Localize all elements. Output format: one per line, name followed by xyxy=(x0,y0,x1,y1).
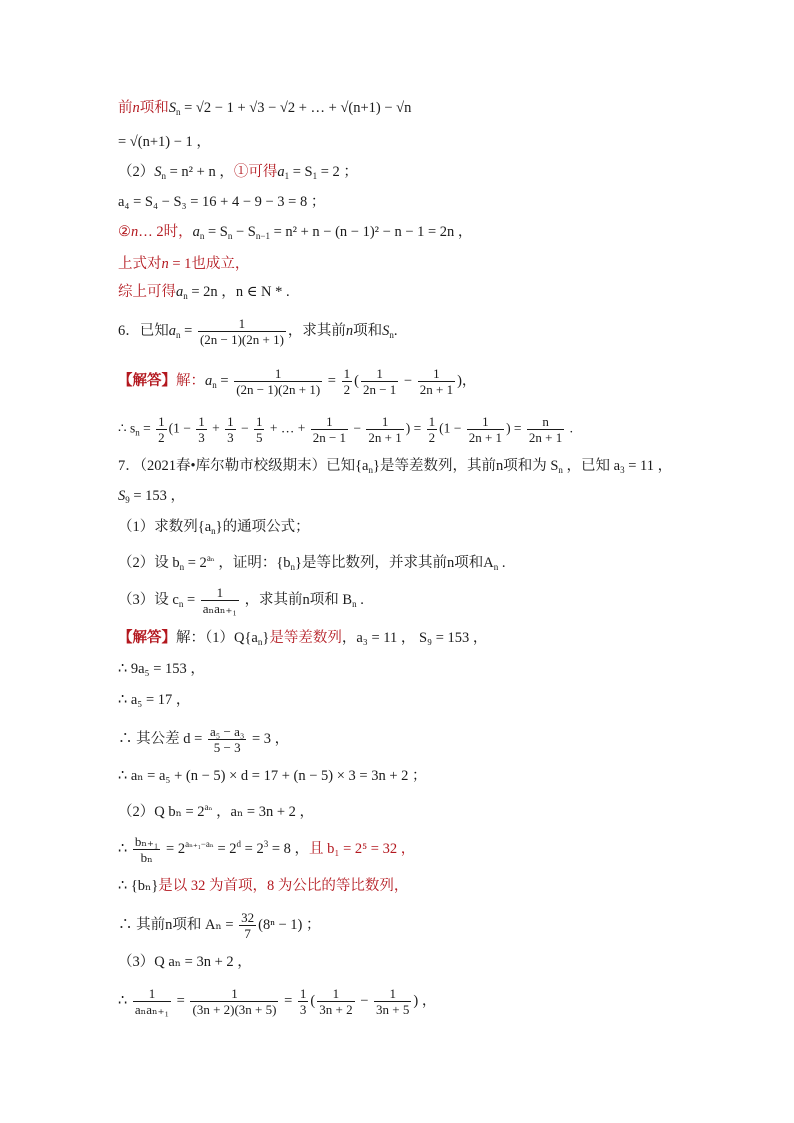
text: = xyxy=(324,372,340,389)
answer-7-line9 xyxy=(118,910,320,941)
numerator: 1 xyxy=(190,986,278,1002)
text: 解：（1）Q{a xyxy=(176,630,258,646)
fraction xyxy=(427,414,438,445)
a4-line xyxy=(118,192,325,212)
answer-7-line6 xyxy=(118,797,314,822)
var: n xyxy=(131,224,139,240)
fraction xyxy=(254,414,265,445)
numerator: a₅ − a₃ xyxy=(209,724,245,739)
text: ∴ xyxy=(118,992,131,1009)
var: S xyxy=(154,164,162,180)
text: ∴ 其公差 d = xyxy=(118,730,206,747)
fraction xyxy=(298,986,309,1017)
fraction xyxy=(201,585,239,616)
numerator: 1 xyxy=(234,366,322,382)
answer-7-line7 xyxy=(118,834,415,865)
red-text: ①可得 xyxy=(233,164,278,180)
text: 上式对 xyxy=(118,256,162,272)
sub: n xyxy=(389,329,394,340)
question-7-part1 xyxy=(118,517,310,541)
text: − xyxy=(400,372,416,389)
expr: = 2n ， xyxy=(187,284,236,300)
text: + xyxy=(208,420,224,436)
fraction xyxy=(342,366,353,397)
sup: 3 xyxy=(263,839,269,849)
denominator: 5 − 3 xyxy=(213,740,241,755)
text: ( xyxy=(354,372,359,389)
fraction xyxy=(311,414,348,445)
answer-7-line2 xyxy=(118,659,205,679)
fraction xyxy=(198,316,286,347)
numerator: 1 xyxy=(299,986,307,1001)
numerator: 1 xyxy=(428,414,436,429)
denominator: 2 xyxy=(343,382,351,397)
expr: = 2 ； xyxy=(317,164,358,180)
text: (8ⁿ − 1) ； xyxy=(258,916,321,933)
numerator: 1 xyxy=(418,366,455,382)
denominator: bₙ xyxy=(140,850,153,866)
text: 项和 xyxy=(353,322,383,339)
text: ∴ xyxy=(118,841,131,857)
denominator: 2n + 1 xyxy=(528,430,563,445)
text: = xyxy=(180,322,196,339)
text: 解： xyxy=(176,372,205,389)
denominator: 2 xyxy=(158,430,165,445)
sub: n xyxy=(352,598,357,609)
expr: = √2 − 1 + √3 − √2 + … + √(n+1) − √n xyxy=(180,100,412,116)
var-S: S xyxy=(168,100,176,116)
denominator: 3 xyxy=(227,430,234,445)
expr: = S xyxy=(289,164,313,180)
numerator: 1 xyxy=(361,366,398,382)
var: S xyxy=(382,322,390,339)
text: . xyxy=(393,322,398,339)
numerator: 1 xyxy=(198,414,205,429)
text: = 2 xyxy=(162,841,186,857)
numerator: 1 xyxy=(201,585,239,601)
text: − xyxy=(356,992,373,1009)
text: . xyxy=(356,591,364,608)
fraction xyxy=(156,414,167,445)
sub: n xyxy=(211,526,216,536)
expr: n ∈ N * . xyxy=(235,284,290,300)
text: = xyxy=(216,372,233,389)
answer-6-line2 xyxy=(118,414,573,445)
var: n xyxy=(345,322,354,339)
text: ，求其前n项和 B xyxy=(240,591,353,608)
text: . xyxy=(498,555,506,571)
denominator: 2n + 1 xyxy=(419,382,454,397)
text: ，求其前 xyxy=(287,322,346,339)
text: } xyxy=(262,630,270,646)
text: （2）设 b xyxy=(118,555,180,571)
sub: n xyxy=(493,562,499,572)
var: a xyxy=(205,372,213,389)
sub: 3 xyxy=(620,465,625,475)
numerator: 1 xyxy=(198,316,286,332)
fraction xyxy=(234,366,322,397)
sub: n xyxy=(199,231,205,241)
denominator: aₙaₙ₊₁ xyxy=(202,601,237,616)
text: （2）Q bₙ = 2 xyxy=(118,804,205,820)
text: （3）Q aₙ = 3n + 2 ， xyxy=(118,954,252,970)
var: a xyxy=(192,224,200,240)
expr: = √(n+1) − 1 ， xyxy=(118,134,211,150)
answer-7-line5 xyxy=(118,766,427,786)
expr: − S xyxy=(232,224,256,240)
text: − xyxy=(237,420,252,436)
text: (1 − xyxy=(168,420,195,436)
general-term-line xyxy=(118,222,472,246)
question-7-part2 xyxy=(118,548,505,577)
var: a xyxy=(277,164,285,180)
fraction xyxy=(190,986,278,1017)
text: ，已知 a xyxy=(562,458,621,474)
sub: n xyxy=(161,171,166,181)
fraction xyxy=(374,986,411,1017)
red-text: 是以 32 为首项，8 为公比的等比数列， xyxy=(158,878,409,894)
text: }的通项公式； xyxy=(215,519,310,535)
numerator: 1 xyxy=(255,414,263,429)
fraction xyxy=(239,910,256,941)
numerator: 1 xyxy=(467,414,504,430)
numerator: 1 xyxy=(311,414,348,430)
text: = xyxy=(280,992,296,1009)
text: . xyxy=(566,420,574,436)
conclusion-line xyxy=(118,282,290,306)
text: = 8 ， xyxy=(268,841,310,857)
expr: = n² + n − (n − 1)² − n − 1 = 2n ， xyxy=(269,224,473,240)
text: = xyxy=(173,992,189,1009)
text: + … + xyxy=(266,420,309,436)
var: S xyxy=(118,488,126,504)
numerator: 32 xyxy=(241,910,255,925)
sum-result-line xyxy=(118,132,211,152)
text: ) = xyxy=(506,420,525,436)
question-7-line1 xyxy=(118,456,672,480)
denominator: 2n − 1 xyxy=(312,430,347,445)
text: ，a₃ = 11 ， S₉ = 153 ， xyxy=(341,630,488,646)
denominator: 3 xyxy=(299,1002,307,1017)
denominator: 3n + 2 xyxy=(319,1002,353,1017)
text: (1 − xyxy=(439,420,465,436)
question-7-part3 xyxy=(118,585,364,616)
text: 前 xyxy=(118,100,133,116)
sub: n xyxy=(176,329,181,340)
denominator: 7 xyxy=(244,926,251,941)
fraction xyxy=(225,414,236,445)
text: ∴ s xyxy=(118,420,136,436)
numerator: bₙ₊₁ xyxy=(134,834,159,850)
text: ，aₙ = 3n + 2 ， xyxy=(212,804,315,820)
sub: n xyxy=(257,637,263,647)
text: ∴ aₙ = a₅ + (n − 5) × d = 17 + (n − 5) × 3 = 3n + 2 ； xyxy=(118,768,427,784)
sum-sqrt-line xyxy=(118,98,411,122)
sub: n xyxy=(179,562,185,572)
fraction xyxy=(418,366,455,397)
fraction xyxy=(317,986,354,1017)
denominator: 2n + 1 xyxy=(468,430,503,445)
text: ∴ a₅ = 17 ， xyxy=(118,692,191,708)
fraction xyxy=(467,414,504,445)
fraction xyxy=(366,414,403,445)
var: a xyxy=(168,322,176,339)
numerator: 1 xyxy=(158,414,165,429)
text: = 2 xyxy=(241,841,264,857)
numerator: 1 xyxy=(343,366,351,381)
text: = 153 ， xyxy=(129,488,186,504)
numerator: 1 xyxy=(366,414,403,430)
sub: n xyxy=(290,562,296,572)
answer-tag: 【解答】 xyxy=(118,372,176,389)
fraction xyxy=(208,724,246,755)
text: （3）设 c xyxy=(118,591,179,608)
denominator: (2n − 1)(2n + 1) xyxy=(199,332,284,347)
numerator: 1 xyxy=(133,986,171,1002)
expr: = n² + n ， xyxy=(166,164,234,180)
fraction xyxy=(133,834,161,865)
answer-7-line3 xyxy=(118,690,190,710)
text: ∴ {bₙ} xyxy=(118,878,159,894)
text: = 2 xyxy=(213,841,237,857)
sub: n xyxy=(135,427,140,438)
sub: 1 xyxy=(312,171,318,181)
fraction xyxy=(196,414,207,445)
denominator: 2 xyxy=(428,430,436,445)
sub: n xyxy=(212,379,217,390)
var: a xyxy=(176,284,184,300)
text: 7．（2021春•库尔勒市校级期末）已知{a xyxy=(118,458,369,474)
sup: d xyxy=(236,839,242,849)
numerator: 1 xyxy=(227,414,234,429)
answer-7-line10 xyxy=(118,952,252,972)
answer-7-line11 xyxy=(118,986,436,1017)
red-text: ② xyxy=(118,224,131,240)
text: = 1也成立， xyxy=(168,256,250,272)
sub: n xyxy=(558,465,563,475)
denominator: 2n − 1 xyxy=(362,382,397,397)
denominator: aₙaₙ₊₁ xyxy=(134,1002,170,1017)
text: 6．已知 xyxy=(118,322,169,339)
text: = 2 xyxy=(184,555,207,571)
text: ∴ 9a₅ = 153 ， xyxy=(118,661,205,677)
red-text: 且 b₁ = 2⁵ = 32 ， xyxy=(309,841,416,857)
text: 综上可得 xyxy=(118,284,176,300)
answer-7-line8 xyxy=(118,876,408,896)
holds-line xyxy=(118,254,249,274)
text: ，证明：{b xyxy=(214,555,291,571)
answer-7-line4 xyxy=(118,724,289,755)
denominator: 3 xyxy=(198,430,205,445)
text: （2） xyxy=(118,164,155,180)
denominator: 2n + 1 xyxy=(368,430,402,445)
denominator: 5 xyxy=(255,430,263,445)
red-text: … 2时， xyxy=(138,224,193,240)
denominator: (2n − 1)(2n + 1) xyxy=(236,382,321,397)
text: = 11 ， xyxy=(624,458,673,474)
sup: aₙ xyxy=(206,553,215,563)
sub: n−1 xyxy=(255,231,270,241)
question-7-line2 xyxy=(118,486,185,510)
text: ) ， xyxy=(413,992,437,1009)
fraction xyxy=(361,366,398,397)
numerator: n xyxy=(527,414,564,430)
denominator: 3n + 5 xyxy=(376,1002,410,1017)
expr: = S xyxy=(204,224,228,240)
text: = xyxy=(139,420,155,436)
text: }是等差数列，其前n项和为 S xyxy=(372,458,559,474)
fraction xyxy=(133,986,171,1017)
sub: n xyxy=(227,231,233,241)
text: }是等比数列，并求其前n项和A xyxy=(295,555,494,571)
sub: 1 xyxy=(284,171,290,181)
answer-6-line1 xyxy=(118,366,476,397)
fraction xyxy=(527,414,564,445)
text: （1）求数列{a xyxy=(118,519,212,535)
sup: aₙ₊₁−aₙ xyxy=(185,839,214,849)
red-text: 是等差数列 xyxy=(269,630,342,646)
sub: n xyxy=(178,598,184,609)
sub: n xyxy=(176,107,181,117)
expr: a₄ = S₄ − S₃ = 16 + 4 − 9 − 3 = 8 ； xyxy=(118,194,326,210)
text: − xyxy=(350,420,365,436)
text: 项和 xyxy=(139,100,169,116)
text: = 3 ， xyxy=(248,730,290,747)
sub: n xyxy=(368,465,373,475)
sup: aₙ xyxy=(204,802,213,812)
sub: 9 xyxy=(125,495,130,505)
var: n xyxy=(161,256,169,272)
text: ) = xyxy=(405,420,425,436)
numerator: 1 xyxy=(317,986,354,1002)
question-6 xyxy=(118,316,398,347)
text: ( xyxy=(310,992,316,1009)
answer-tag: 【解答】 xyxy=(118,630,176,646)
answer-7-line1 xyxy=(118,628,487,652)
text: = xyxy=(183,591,199,608)
part2-line xyxy=(118,162,358,186)
text: ∴ 其前n项和 Aₙ = xyxy=(118,916,238,933)
denominator: (3n + 2)(3n + 5) xyxy=(192,1002,277,1017)
var-n: n xyxy=(132,100,140,116)
text: )， xyxy=(457,372,477,389)
numerator: 1 xyxy=(374,986,411,1002)
sub: n xyxy=(183,291,188,301)
